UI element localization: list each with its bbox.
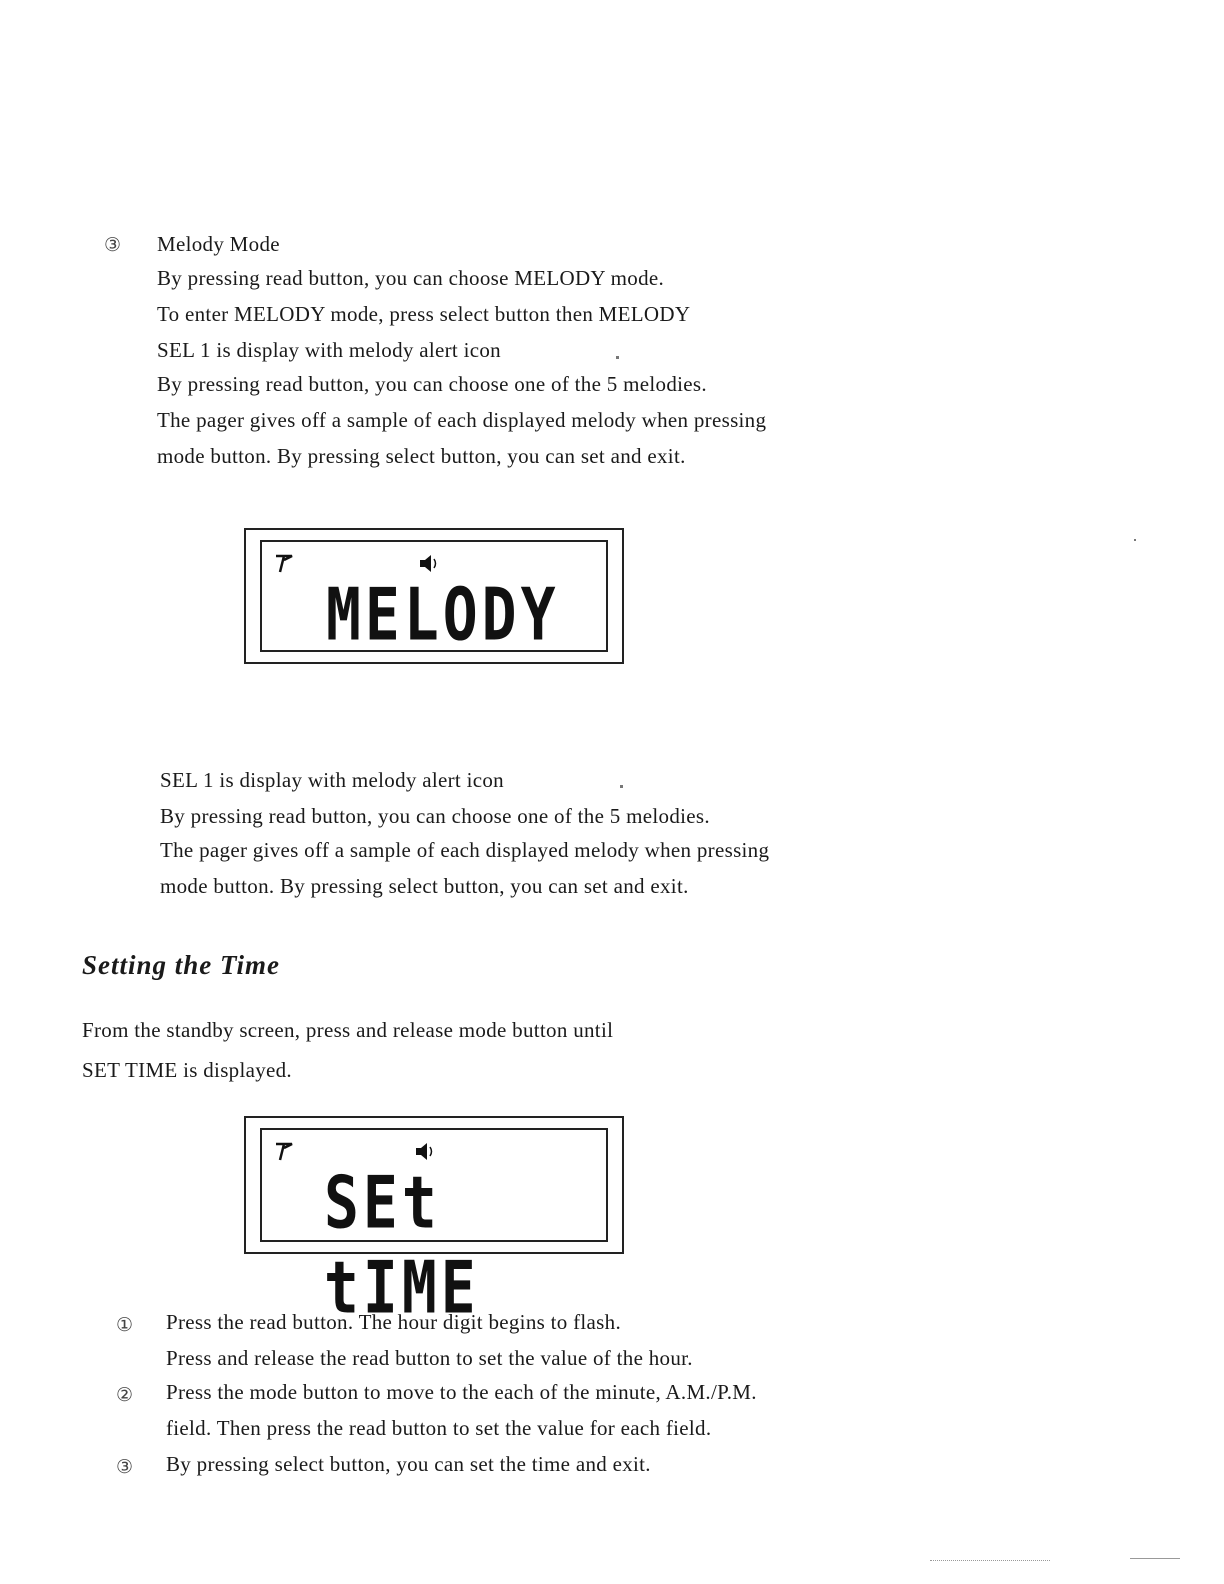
lcd-display-melody <box>244 528 624 664</box>
text-line: SET TIME is displayed. <box>82 1058 292 1082</box>
text-line: field. Then press the read button to set the value for each field. <box>166 1416 712 1440</box>
text-line: Press the mode button to move to the each of the minute, A.M./P.M. <box>166 1380 757 1404</box>
text-line: By pressing read button, you can choose one of the 5 melodies. <box>157 372 707 396</box>
text-line: From the standby screen, press and release mode button until <box>82 1018 614 1042</box>
scan-artifact <box>930 1560 1050 1561</box>
item-number: ③ <box>104 235 122 256</box>
placeholder-dot <box>620 785 623 788</box>
placeholder-dot <box>616 356 619 359</box>
text-line: The pager gives off a sample of each displayed melody when pressing <box>160 838 770 862</box>
step-number: ③ <box>116 1457 134 1478</box>
stray-mark <box>1134 539 1136 541</box>
text-line: To enter MELODY mode, press select button then MELODY <box>157 302 691 326</box>
section-heading: Setting the Time <box>82 950 280 980</box>
lcd-screen <box>260 540 608 657</box>
text-line: By pressing read button, you can choose MELODY mode. <box>157 266 665 290</box>
text-line: Press and release the read button to set the value of the hour. <box>166 1346 693 1370</box>
text-line: SEL 1 is display with melody alert icon <box>160 768 504 792</box>
step-number: ② <box>116 1385 134 1406</box>
text-line: SEL 1 is display with melody alert icon <box>157 338 501 362</box>
section-title: Melody Mode <box>157 232 280 256</box>
lcd-text: MELODY <box>326 572 560 657</box>
text-line: mode button. By pressing select button, you can set and exit. <box>160 874 689 898</box>
text-line: By pressing select button, you can set the time and exit. <box>166 1452 651 1476</box>
step-number: ① <box>116 1315 134 1336</box>
scan-artifact <box>1130 1558 1180 1559</box>
text-line: mode button. By pressing select button, you can set and exit. <box>157 444 686 468</box>
text-line: By pressing read button, you can choose one of the 5 melodies. <box>160 804 710 828</box>
text-line: Press the read button. The hour digit begins to flash. <box>166 1310 621 1334</box>
lcd-text: SEt tIME <box>324 1160 480 1330</box>
text-line: The pager gives off a sample of each displayed melody when pressing <box>157 408 767 432</box>
